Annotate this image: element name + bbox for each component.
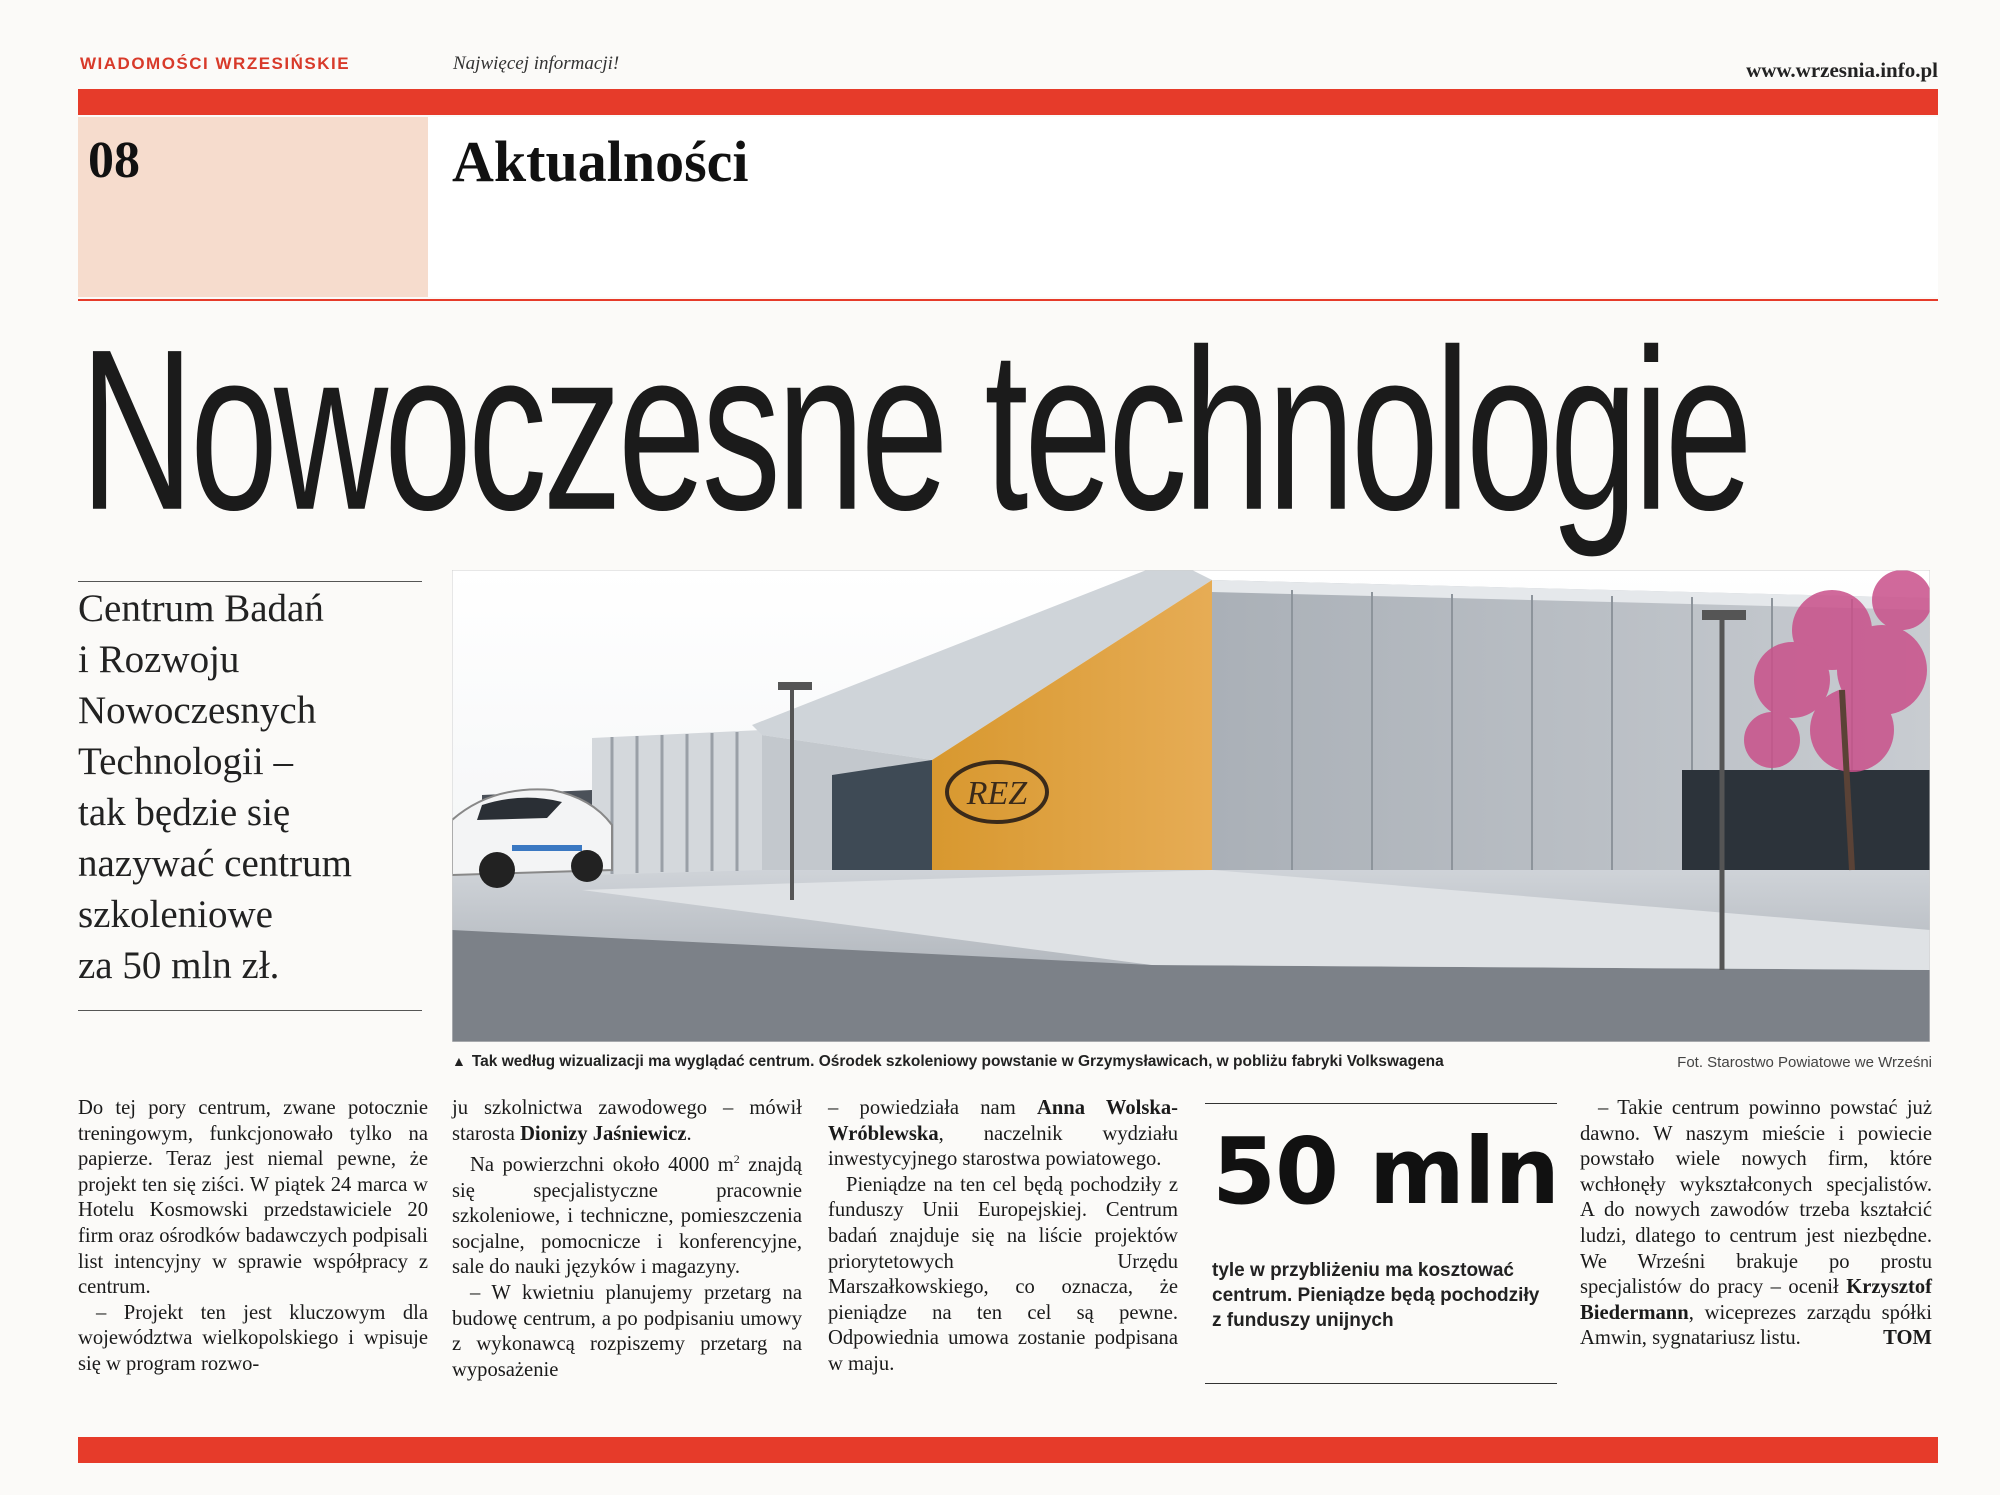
article-lead [78, 583, 438, 991]
garage-opening [1682, 770, 1930, 870]
paragraph: Pieniądze na ten cel będą pochodziły z funduszy Unii Europejskiej. Centrum badań znajduje się na liście projektów priorytetowych Urzędu Marszałkowskiego, co oznacza, że pieniądze na ten cel są pewne. Odpowiednia umowa zostanie podpisana w maju. [828, 1173, 1178, 1375]
person-name: Anna Wolska-Wróblewska [828, 1097, 1178, 1145]
author-signature: TOM [1883, 1327, 1932, 1350]
paragraph: Do tej pory centrum, zwane potocznie treningowym, funkcjonowało tylko na papierze. Teraz jest niemal pewne, że projekt ten się ziści. W piątek 24 marca w Hotelu Kosmowski przedstawiciele 20 firm oraz ośrodków badawczych podpisali list intencyjny w sprawie współpracy z centrum. [78, 1097, 428, 1299]
masthead-slogan: Najwięcej informacji! [453, 53, 620, 74]
building-visualization-photo [452, 570, 1930, 1042]
top-red-bar [78, 89, 1938, 115]
person-name: Krzysztof Biedermann [1580, 1276, 1932, 1324]
lead-line: Technologii – [78, 740, 293, 783]
paragraph: ju szkolnictwa zawodowego – mówił starosta Dionizy Jaśniewicz. [452, 1097, 802, 1145]
photo-credit: Fot. Starostwo Powiatowe we Wrześni [1677, 1054, 1932, 1071]
section-title: Aktualności [452, 129, 749, 194]
paragraph: – powiedziała nam Anna Wolska-Wróblewska, naczelnik wydziału inwestycyjnego starostwa powiatowego. [828, 1097, 1178, 1171]
factbox-top-rule [1205, 1103, 1557, 1104]
masthead-paper-name: WIADOMOŚCI WRZESIŃSKIE [80, 54, 351, 73]
entrance-glazing [832, 760, 932, 870]
rez-logo-text: REZ [966, 775, 1028, 812]
factbox-bottom-rule [1205, 1383, 1557, 1384]
photo-caption [452, 1053, 1444, 1071]
lead-line: Centrum Badań [78, 587, 324, 630]
lead-line: nazywać centrum [78, 842, 352, 885]
lead-top-rule [78, 581, 422, 582]
caption-text: Tak według wizualizacji ma wyglądać centrum. Ośrodek szkoleniowy powstanie w Grzymysławicach, w pobliżu fabryki Volkswagena [471, 1053, 1444, 1070]
lead-bottom-rule [78, 1010, 422, 1011]
article-column-2 [452, 1096, 802, 1383]
white-sports-car [452, 789, 612, 888]
article-column-5 [1580, 1096, 1932, 1352]
masthead-url[interactable]: www.wrzesnia.info.pl [1746, 58, 1938, 82]
article-column-1 [78, 1096, 428, 1378]
lead-line: i Rozwoju [78, 638, 240, 681]
lead-line: szkoleniowe [78, 893, 273, 936]
paragraph: – W kwietniu planujemy przetarg na budowę centrum, a po podpisaniu umowy z wykonawcą rozpiszemy przetarg na wyposażenie [452, 1282, 802, 1381]
caption-triangle-icon: ▲ [452, 1053, 466, 1069]
factbox-number: 50 mln [1212, 1118, 1559, 1225]
lead-line: Nowoczesnych [78, 689, 317, 732]
paragraph: – Projekt ten jest kluczowym dla województwa wielkopolskiego i wpisuje się w program rozwo- [78, 1301, 428, 1375]
page-number: 08 [88, 132, 140, 189]
paragraph: – Takie centrum powinno powstać już dawno. W naszym mieście i powiecie powstało wiele nowych firm, które wchłonęły wykształconych specjalistów. A do nowych zawodów trzeba kształcić ludzi, dlatego to centrum jest niezbędne. We Wrześni brakuje po prostu specjalistów do pracy – ocenił Krzysztof Biedermann, wiceprezes zarządu spółki Amwin, sygnatariusz listu. TOM [1580, 1096, 1932, 1352]
person-name: Dionizy Jaśniewicz [520, 1122, 687, 1145]
bottom-red-bar [78, 1437, 1938, 1463]
lead-line: tak będzie się [78, 791, 291, 834]
factbox-text: tyle w przybliżeniu ma kosztować centrum. Pieniądze będą pochodziły z funduszy unijnych [1212, 1260, 1540, 1331]
paragraph: Na powierzchni około 4000 $m^2$ znajdą się specjalistyczne pracownie szkoleniowe, i techniczne, pomieszczenia socjalne, pomocnicze i konferencyjne, sale do nauki języków i magazyny. [452, 1152, 802, 1279]
article-headline: Nowoczesne technologie [80, 302, 1749, 559]
article-column-3 [828, 1096, 1178, 1378]
lead-line: za 50 mln zł. [78, 944, 280, 987]
